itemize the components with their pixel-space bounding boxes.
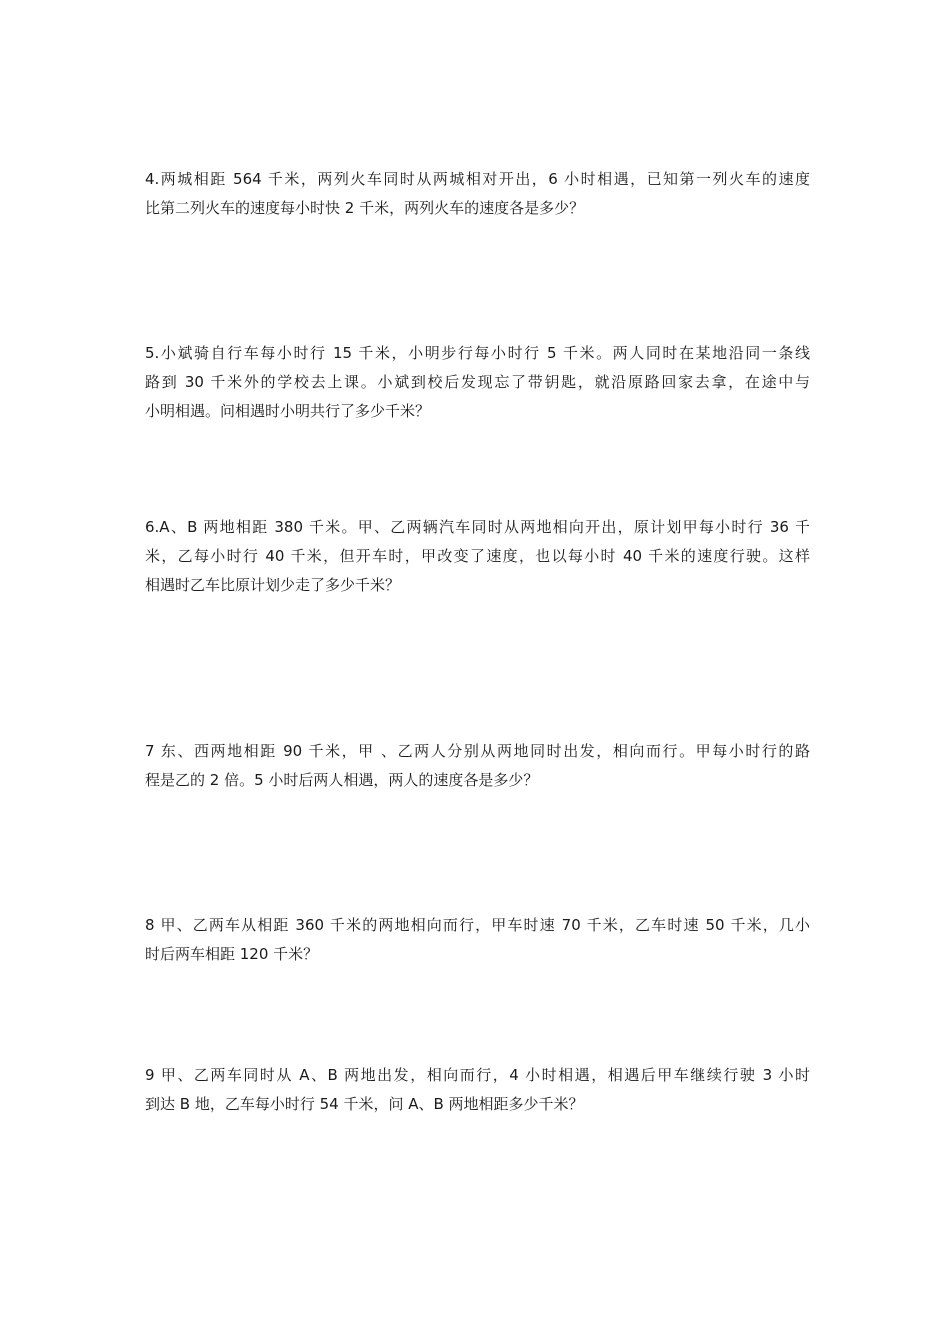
problem-7 <box>145 737 810 795</box>
problem-7-line-2: 程是乙的 2 倍。5 小时后两人相遇，两人的速度各是多少？ <box>145 771 539 789</box>
problem-9 <box>145 1061 810 1119</box>
problem-6-line-2: 米，乙每小时行 40 千米，但开车时，甲改变了速度，也以每小时 40 千米的速度行驶。这样 <box>145 547 811 565</box>
problem-6-line-3: 相遇时乙车比原计划少走了多少千米？ <box>145 576 401 594</box>
problem-5 <box>145 339 810 426</box>
problem-5-line-2: 路到 30 千米外的学校去上课。小斌到校后发现忘了带钥匙，就沿原路回家去拿，在途中与 <box>145 373 810 391</box>
problem-6 <box>145 513 810 600</box>
problem-4-line-1: 4.两城相距 564 千米，两列火车同时从两城相对开出，6 小时相遇，已知第一列火车的速度 <box>145 170 810 188</box>
problem-5-line-3: 小明相遇。问相遇时小明共行了多少千米？ <box>145 402 431 420</box>
problem-8-line-2: 时后两车相距 120 千米？ <box>145 945 319 963</box>
problem-8 <box>145 911 810 969</box>
problem-9-line-1: 9 甲、乙两车同时从 A、B 两地出发，相向而行，4 小时相遇，相遇后甲车继续行驶 3 小时 <box>145 1066 810 1084</box>
problem-6-line-1: 6.A、B 两地相距 380 千米。甲、乙两辆汽车同时从两地相向开出，原计划甲每小时行 36 千 <box>145 518 810 536</box>
problem-4 <box>145 165 810 223</box>
problem-4-line-2: 比第二列火车的速度每小时快 2 千米，两列火车的速度各是多少？ <box>145 199 585 217</box>
problem-5-line-1: 5.小斌骑自行车每小时行 15 千米，小明步行每小时行 5 千米。两人同时在某地沿同一条线 <box>145 344 810 362</box>
problem-7-line-1: 7 东、西两地相距 90 千米，甲 、乙两人分别从两地同时出发，相向而行。甲每小时行的路 <box>145 742 810 760</box>
problem-8-line-1: 8 甲、乙两车从相距 360 千米的两地相向而行，甲车时速 70 千米，乙车时速 50 千米，几小 <box>145 916 810 934</box>
problem-9-line-2: 到达 B 地，乙车每小时行 54 千米，问 A、B 两地相距多少千米？ <box>145 1095 584 1113</box>
